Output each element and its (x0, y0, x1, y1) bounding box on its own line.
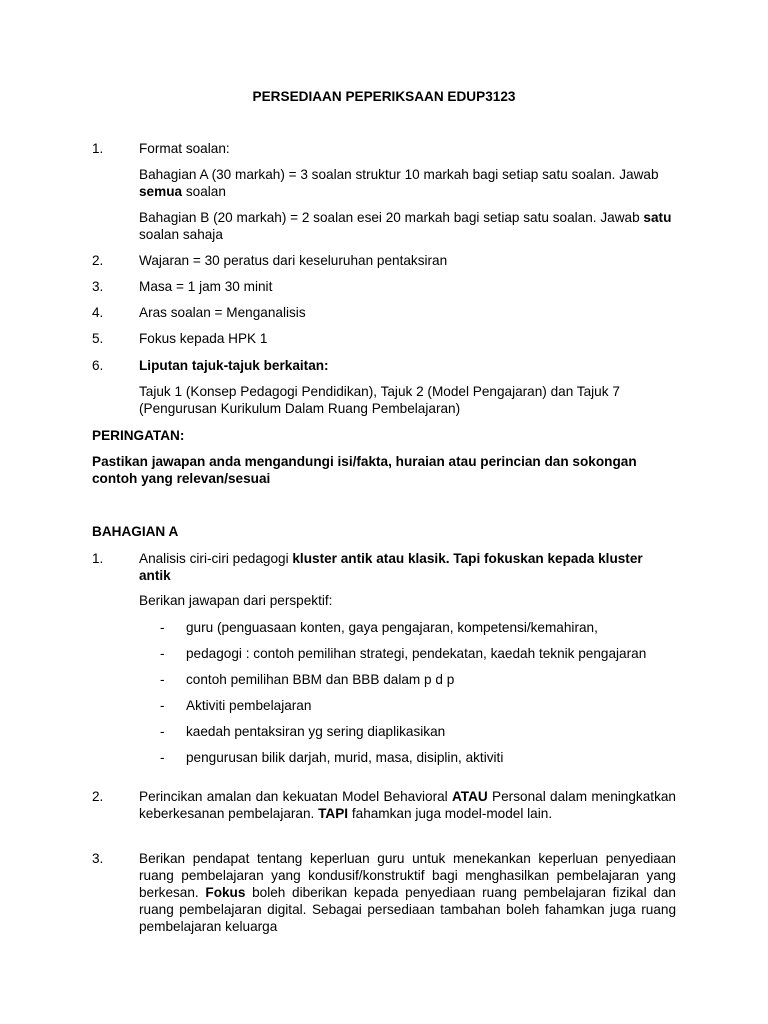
list-item: - pedagogi : contoh pemilihan strategi, pendekatan, kaedah teknik pengajaran (160, 646, 647, 661)
item-number: 6. (92, 358, 104, 373)
item-text: Aras soalan = Menganalisis (139, 305, 306, 320)
question-number: 3. (92, 851, 104, 866)
question-number: 1. (92, 551, 104, 566)
list-item: - guru (penguasaan konten, gaya pengajaran, kompetensi/kemahiran, (160, 620, 598, 635)
question-text: Berikan pendapat tentang keperluan guru untuk menekankan keperluan penyediaan ruang pembelajaran yang kondusif/konstruktif bagi menghasilkan pembelajaran yang berkesan. Fokus boleh diberikan kepada penyediaan ruang pembelajaran fizikal dan ruang pembelajaran digital. Sebagai persediaan tambahan boleh fahamkan juga ruang pembelajaran keluarga (139, 851, 676, 934)
question-3 (92, 850, 676, 935)
item-text: Liputan tajuk-tajuk berkaitan: (139, 358, 329, 373)
item-text: Masa = 1 jam 30 minit (139, 279, 273, 294)
list-item-level (92, 304, 676, 321)
warning-heading: PERINGATAN: (92, 428, 185, 443)
topics-text: Tajuk 1 (Konsep Pedagogi Pendidikan), Tajuk 2 (Model Pengajaran) dan Tajuk 7 (Pengurusan Kurikulum Dalam Ruang Pembelajaran) (139, 384, 620, 416)
section-a-heading: BAHAGIAN A (92, 524, 179, 539)
perspective-intro: Berikan jawapan dari perspektif: (139, 593, 333, 608)
dash-bullet: - (160, 750, 165, 765)
question-text: Analisis ciri-ciri pedagogi kluster antik atau klasik. Tapi fokuskan kepada kluster antik (139, 551, 643, 583)
list-item: - pengurusan bilik darjah, murid, masa, disiplin, aktiviti (160, 750, 504, 765)
item-text: Wajaran = 30 peratus dari keseluruhan pentaksiran (139, 253, 448, 268)
list-item-weight (92, 252, 676, 269)
dash-bullet: - (160, 620, 165, 635)
item-text: Format soalan: (139, 141, 230, 156)
item-number: 4. (92, 305, 104, 320)
list-item-coverage (92, 357, 676, 417)
item-number: 5. (92, 331, 104, 346)
question-number: 2. (92, 789, 104, 804)
dash-bullet: - (160, 698, 165, 713)
item-text: Fokus kepada HPK 1 (139, 331, 268, 346)
dash-bullet: - (160, 646, 165, 661)
item-number: 1. (92, 141, 104, 156)
question-1 (92, 550, 676, 584)
page-title: PERSEDIAAN PEPERIKSAAN EDUP3123 (252, 89, 516, 104)
list-item-format (92, 140, 676, 243)
question-2 (92, 788, 676, 822)
warning-text: Pastikan jawapan anda mengandungi isi/fakta, huraian atau perincian dan sokongan contoh yang relevan/sesuai (92, 454, 637, 486)
dash-bullet: - (160, 724, 165, 739)
section-a-format: Bahagian A (30 markah) = 3 soalan struktur 10 markah bagi setiap satu soalan. Jawab semua soalan (139, 167, 659, 199)
list-item-time (92, 278, 676, 295)
dash-bullet: - (160, 672, 165, 687)
list-item: - Aktiviti pembelajaran (160, 698, 312, 713)
list-item: - kaedah pentaksiran yg sering diaplikasikan (160, 724, 446, 739)
list-item: - contoh pemilihan BBM dan BBB dalam p d p (160, 672, 455, 687)
item-number: 3. (92, 279, 104, 294)
item-number: 2. (92, 253, 104, 268)
question-text: Perincikan amalan dan kekuatan Model Behavioral ATAU Personal dalam meningkatkan keberkesanan pembelajaran. TAPI fahamkan juga model-model lain. (139, 789, 676, 821)
section-b-format: Bahagian B (20 markah) = 2 soalan esei 20 markah bagi setiap satu soalan. Jawab satu soalan sahaja (139, 210, 672, 242)
list-item-focus (92, 330, 676, 347)
